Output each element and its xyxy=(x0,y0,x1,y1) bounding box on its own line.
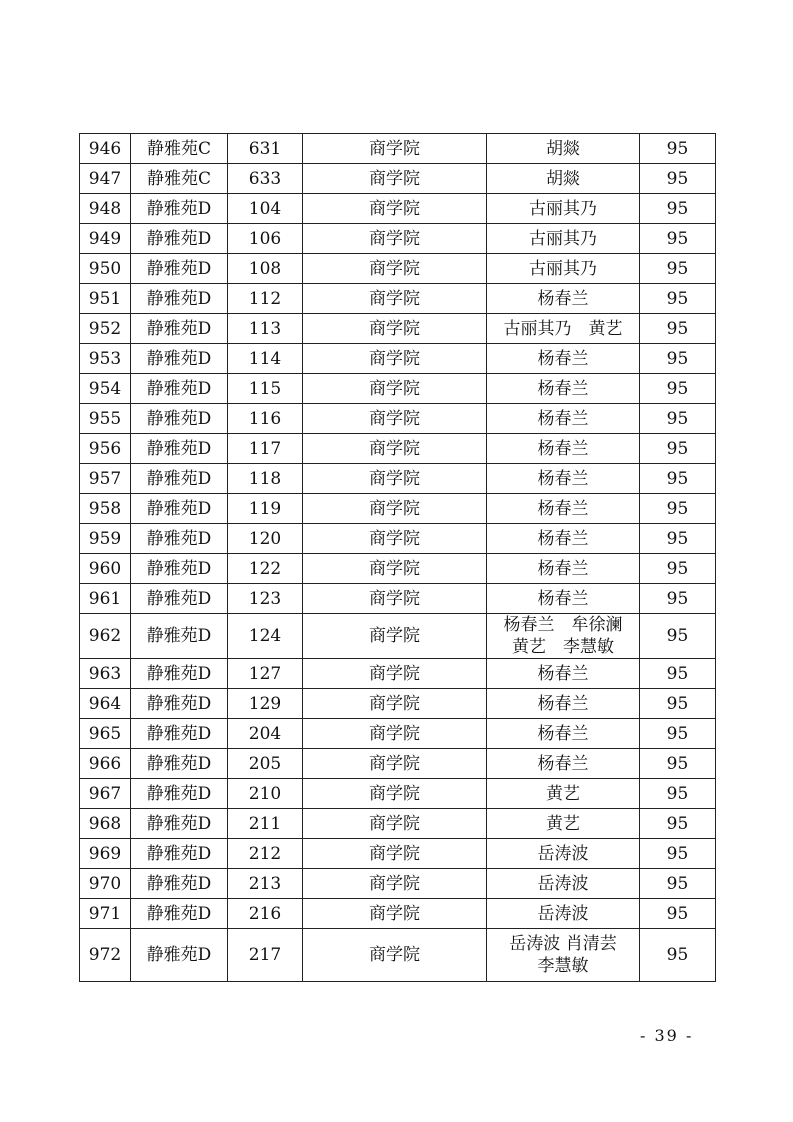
person-name-line: 岳涛波 xyxy=(537,903,589,924)
table-row xyxy=(80,434,716,464)
person-name-line: 杨春兰 xyxy=(537,693,589,714)
row-number-cell: 965 xyxy=(80,719,131,749)
building-cell: 静雅苑D xyxy=(131,689,228,719)
building-cell: 静雅苑D xyxy=(131,194,228,224)
building-cell: 静雅苑D xyxy=(131,314,228,344)
room-cell: 123 xyxy=(228,584,303,614)
person-name-line: 杨春兰 xyxy=(537,528,589,549)
person-cell xyxy=(487,554,640,584)
room-cell: 129 xyxy=(228,689,303,719)
building-cell: 静雅苑D xyxy=(131,464,228,494)
college-cell: 商学院 xyxy=(303,194,487,224)
person-name-line: 杨春兰 牟徐澜 xyxy=(503,615,623,635)
building-cell: 静雅苑D xyxy=(131,839,228,869)
building-cell: 静雅苑C xyxy=(131,134,228,164)
person-name-line: 黄艺 xyxy=(546,783,580,804)
college-cell: 商学院 xyxy=(303,464,487,494)
table-row xyxy=(80,224,716,254)
person-name-line: 杨春兰 xyxy=(537,288,589,309)
score-cell: 95 xyxy=(640,614,716,659)
score-cell: 95 xyxy=(640,554,716,584)
row-number-cell: 961 xyxy=(80,584,131,614)
room-cell: 127 xyxy=(228,659,303,689)
score-cell: 95 xyxy=(640,344,716,374)
table-row xyxy=(80,404,716,434)
score-cell: 95 xyxy=(640,494,716,524)
building-cell: 静雅苑D xyxy=(131,434,228,464)
room-cell: 115 xyxy=(228,374,303,404)
college-cell: 商学院 xyxy=(303,614,487,659)
person-cell xyxy=(487,464,640,494)
college-cell: 商学院 xyxy=(303,404,487,434)
person-cell xyxy=(487,434,640,464)
table-row xyxy=(80,494,716,524)
row-number-cell: 966 xyxy=(80,749,131,779)
room-cell: 213 xyxy=(228,869,303,899)
building-cell: 静雅苑D xyxy=(131,374,228,404)
room-cell: 211 xyxy=(228,809,303,839)
table-row xyxy=(80,254,716,284)
room-cell: 217 xyxy=(228,929,303,982)
row-number-cell: 949 xyxy=(80,224,131,254)
table-row xyxy=(80,584,716,614)
building-cell: 静雅苑D xyxy=(131,584,228,614)
person-name-line: 岳涛波 xyxy=(537,843,589,864)
row-number-cell: 957 xyxy=(80,464,131,494)
score-cell: 95 xyxy=(640,284,716,314)
college-cell: 商学院 xyxy=(303,314,487,344)
room-cell: 106 xyxy=(228,224,303,254)
person-cell xyxy=(487,869,640,899)
building-cell: 静雅苑D xyxy=(131,554,228,584)
table-row xyxy=(80,899,716,929)
table-row xyxy=(80,809,716,839)
person-cell xyxy=(487,164,640,194)
person-cell xyxy=(487,284,640,314)
score-cell: 95 xyxy=(640,374,716,404)
table-row xyxy=(80,194,716,224)
room-cell: 216 xyxy=(228,899,303,929)
college-cell: 商学院 xyxy=(303,494,487,524)
building-cell: 静雅苑D xyxy=(131,344,228,374)
score-cell: 95 xyxy=(640,404,716,434)
table-row xyxy=(80,869,716,899)
person-name-line: 杨春兰 xyxy=(537,558,589,579)
score-cell: 95 xyxy=(640,749,716,779)
page-number: - 39 - xyxy=(640,1026,694,1045)
room-cell: 633 xyxy=(228,164,303,194)
room-cell: 124 xyxy=(228,614,303,659)
person-name-line: 杨春兰 xyxy=(537,438,589,459)
person-cell xyxy=(487,779,640,809)
room-cell: 120 xyxy=(228,524,303,554)
person-name-line: 胡燚 xyxy=(546,138,580,159)
college-cell: 商学院 xyxy=(303,524,487,554)
person-name-line: 黄艺 李慧敏 xyxy=(512,637,614,657)
building-cell: 静雅苑C xyxy=(131,164,228,194)
score-cell: 95 xyxy=(640,869,716,899)
building-cell: 静雅苑D xyxy=(131,254,228,284)
room-cell: 204 xyxy=(228,719,303,749)
row-number-cell: 967 xyxy=(80,779,131,809)
person-name-line: 杨春兰 xyxy=(537,753,589,774)
college-cell: 商学院 xyxy=(303,839,487,869)
score-cell: 95 xyxy=(640,719,716,749)
person-cell xyxy=(487,809,640,839)
building-cell: 静雅苑D xyxy=(131,404,228,434)
row-number-cell: 954 xyxy=(80,374,131,404)
table-row xyxy=(80,134,716,164)
person-cell xyxy=(487,314,640,344)
room-cell: 631 xyxy=(228,134,303,164)
score-cell: 95 xyxy=(640,779,716,809)
building-cell: 静雅苑D xyxy=(131,749,228,779)
person-name-line: 古丽其乃 xyxy=(529,258,597,279)
table-row xyxy=(80,164,716,194)
table-row xyxy=(80,779,716,809)
score-cell: 95 xyxy=(640,194,716,224)
college-cell: 商学院 xyxy=(303,374,487,404)
row-number-cell: 956 xyxy=(80,434,131,464)
person-cell xyxy=(487,899,640,929)
person-name-line: 黄艺 xyxy=(546,813,580,834)
room-cell: 122 xyxy=(228,554,303,584)
room-cell: 119 xyxy=(228,494,303,524)
room-cell: 212 xyxy=(228,839,303,869)
person-cell xyxy=(487,929,640,982)
score-cell: 95 xyxy=(640,524,716,554)
person-name-line: 杨春兰 xyxy=(537,723,589,744)
person-name-line: 杨春兰 xyxy=(537,468,589,489)
score-cell: 95 xyxy=(640,254,716,284)
room-cell: 112 xyxy=(228,284,303,314)
person-name-line: 岳涛波 xyxy=(537,873,589,894)
room-cell: 210 xyxy=(228,779,303,809)
person-cell xyxy=(487,404,640,434)
score-cell: 95 xyxy=(640,809,716,839)
college-cell: 商学院 xyxy=(303,689,487,719)
table-row xyxy=(80,839,716,869)
college-cell: 商学院 xyxy=(303,224,487,254)
person-cell xyxy=(487,524,640,554)
row-number-cell: 951 xyxy=(80,284,131,314)
college-cell: 商学院 xyxy=(303,809,487,839)
row-number-cell: 955 xyxy=(80,404,131,434)
person-cell xyxy=(487,749,640,779)
table-row xyxy=(80,374,716,404)
person-name-line: 古丽其乃 xyxy=(529,228,597,249)
building-cell: 静雅苑D xyxy=(131,224,228,254)
row-number-cell: 972 xyxy=(80,929,131,982)
person-cell xyxy=(487,344,640,374)
row-number-cell: 958 xyxy=(80,494,131,524)
table-row xyxy=(80,749,716,779)
row-number-cell: 963 xyxy=(80,659,131,689)
row-number-cell: 946 xyxy=(80,134,131,164)
row-number-cell: 964 xyxy=(80,689,131,719)
score-cell: 95 xyxy=(640,929,716,982)
college-cell: 商学院 xyxy=(303,779,487,809)
person-cell xyxy=(487,494,640,524)
college-cell: 商学院 xyxy=(303,134,487,164)
table-row xyxy=(80,689,716,719)
table-row xyxy=(80,314,716,344)
person-name-line: 杨春兰 xyxy=(537,408,589,429)
table-body xyxy=(80,134,716,982)
person-name-line: 杨春兰 xyxy=(537,378,589,399)
college-cell: 商学院 xyxy=(303,749,487,779)
row-number-cell: 971 xyxy=(80,899,131,929)
person-name-line: 杨春兰 xyxy=(537,588,589,609)
building-cell: 静雅苑D xyxy=(131,284,228,314)
table-row xyxy=(80,659,716,689)
score-cell: 95 xyxy=(640,164,716,194)
row-number-cell: 960 xyxy=(80,554,131,584)
building-cell: 静雅苑D xyxy=(131,494,228,524)
row-number-cell: 959 xyxy=(80,524,131,554)
room-cell: 117 xyxy=(228,434,303,464)
building-cell: 静雅苑D xyxy=(131,614,228,659)
person-name-line: 杨春兰 xyxy=(537,498,589,519)
building-cell: 静雅苑D xyxy=(131,719,228,749)
building-cell: 静雅苑D xyxy=(131,779,228,809)
room-cell: 113 xyxy=(228,314,303,344)
building-cell: 静雅苑D xyxy=(131,659,228,689)
room-cell: 104 xyxy=(228,194,303,224)
score-cell: 95 xyxy=(640,224,716,254)
person-cell xyxy=(487,374,640,404)
score-cell: 95 xyxy=(640,584,716,614)
room-cell: 205 xyxy=(228,749,303,779)
building-cell: 静雅苑D xyxy=(131,809,228,839)
room-cell: 114 xyxy=(228,344,303,374)
college-cell: 商学院 xyxy=(303,719,487,749)
room-cell: 108 xyxy=(228,254,303,284)
person-name-line: 古丽其乃 黄艺 xyxy=(503,318,623,339)
college-cell: 商学院 xyxy=(303,434,487,464)
college-cell: 商学院 xyxy=(303,869,487,899)
college-cell: 商学院 xyxy=(303,584,487,614)
building-cell: 静雅苑D xyxy=(131,929,228,982)
table-row xyxy=(80,344,716,374)
row-number-cell: 969 xyxy=(80,839,131,869)
row-number-cell: 948 xyxy=(80,194,131,224)
table-row xyxy=(80,284,716,314)
row-number-cell: 950 xyxy=(80,254,131,284)
person-name-line: 胡燚 xyxy=(546,168,580,189)
person-cell xyxy=(487,134,640,164)
score-cell: 95 xyxy=(640,314,716,344)
person-cell xyxy=(487,689,640,719)
person-cell xyxy=(487,224,640,254)
person-cell xyxy=(487,719,640,749)
person-name-line: 李慧敏 xyxy=(537,956,589,976)
person-name-line: 古丽其乃 xyxy=(529,198,597,219)
college-cell: 商学院 xyxy=(303,164,487,194)
score-cell: 95 xyxy=(640,839,716,869)
score-cell: 95 xyxy=(640,689,716,719)
score-cell: 95 xyxy=(640,659,716,689)
building-cell: 静雅苑D xyxy=(131,869,228,899)
building-cell: 静雅苑D xyxy=(131,524,228,554)
table-row xyxy=(80,554,716,584)
person-cell xyxy=(487,614,640,659)
table-row xyxy=(80,524,716,554)
dormitory-score-table xyxy=(79,133,716,982)
college-cell: 商学院 xyxy=(303,554,487,584)
score-cell: 95 xyxy=(640,434,716,464)
row-number-cell: 952 xyxy=(80,314,131,344)
college-cell: 商学院 xyxy=(303,929,487,982)
college-cell: 商学院 xyxy=(303,344,487,374)
row-number-cell: 953 xyxy=(80,344,131,374)
college-cell: 商学院 xyxy=(303,254,487,284)
table-row xyxy=(80,719,716,749)
table-row xyxy=(80,464,716,494)
college-cell: 商学院 xyxy=(303,659,487,689)
row-number-cell: 970 xyxy=(80,869,131,899)
person-name-line: 岳涛波 肖清芸 xyxy=(509,934,617,954)
table-row xyxy=(80,614,716,659)
person-cell xyxy=(487,194,640,224)
score-cell: 95 xyxy=(640,899,716,929)
person-name-line: 杨春兰 xyxy=(537,348,589,369)
person-cell xyxy=(487,584,640,614)
person-name-line: 杨春兰 xyxy=(537,663,589,684)
table-row xyxy=(80,929,716,982)
college-cell: 商学院 xyxy=(303,284,487,314)
row-number-cell: 968 xyxy=(80,809,131,839)
person-cell xyxy=(487,659,640,689)
row-number-cell: 962 xyxy=(80,614,131,659)
college-cell: 商学院 xyxy=(303,899,487,929)
room-cell: 116 xyxy=(228,404,303,434)
building-cell: 静雅苑D xyxy=(131,899,228,929)
person-cell xyxy=(487,254,640,284)
person-cell xyxy=(487,839,640,869)
score-cell: 95 xyxy=(640,464,716,494)
room-cell: 118 xyxy=(228,464,303,494)
row-number-cell: 947 xyxy=(80,164,131,194)
score-cell: 95 xyxy=(640,134,716,164)
